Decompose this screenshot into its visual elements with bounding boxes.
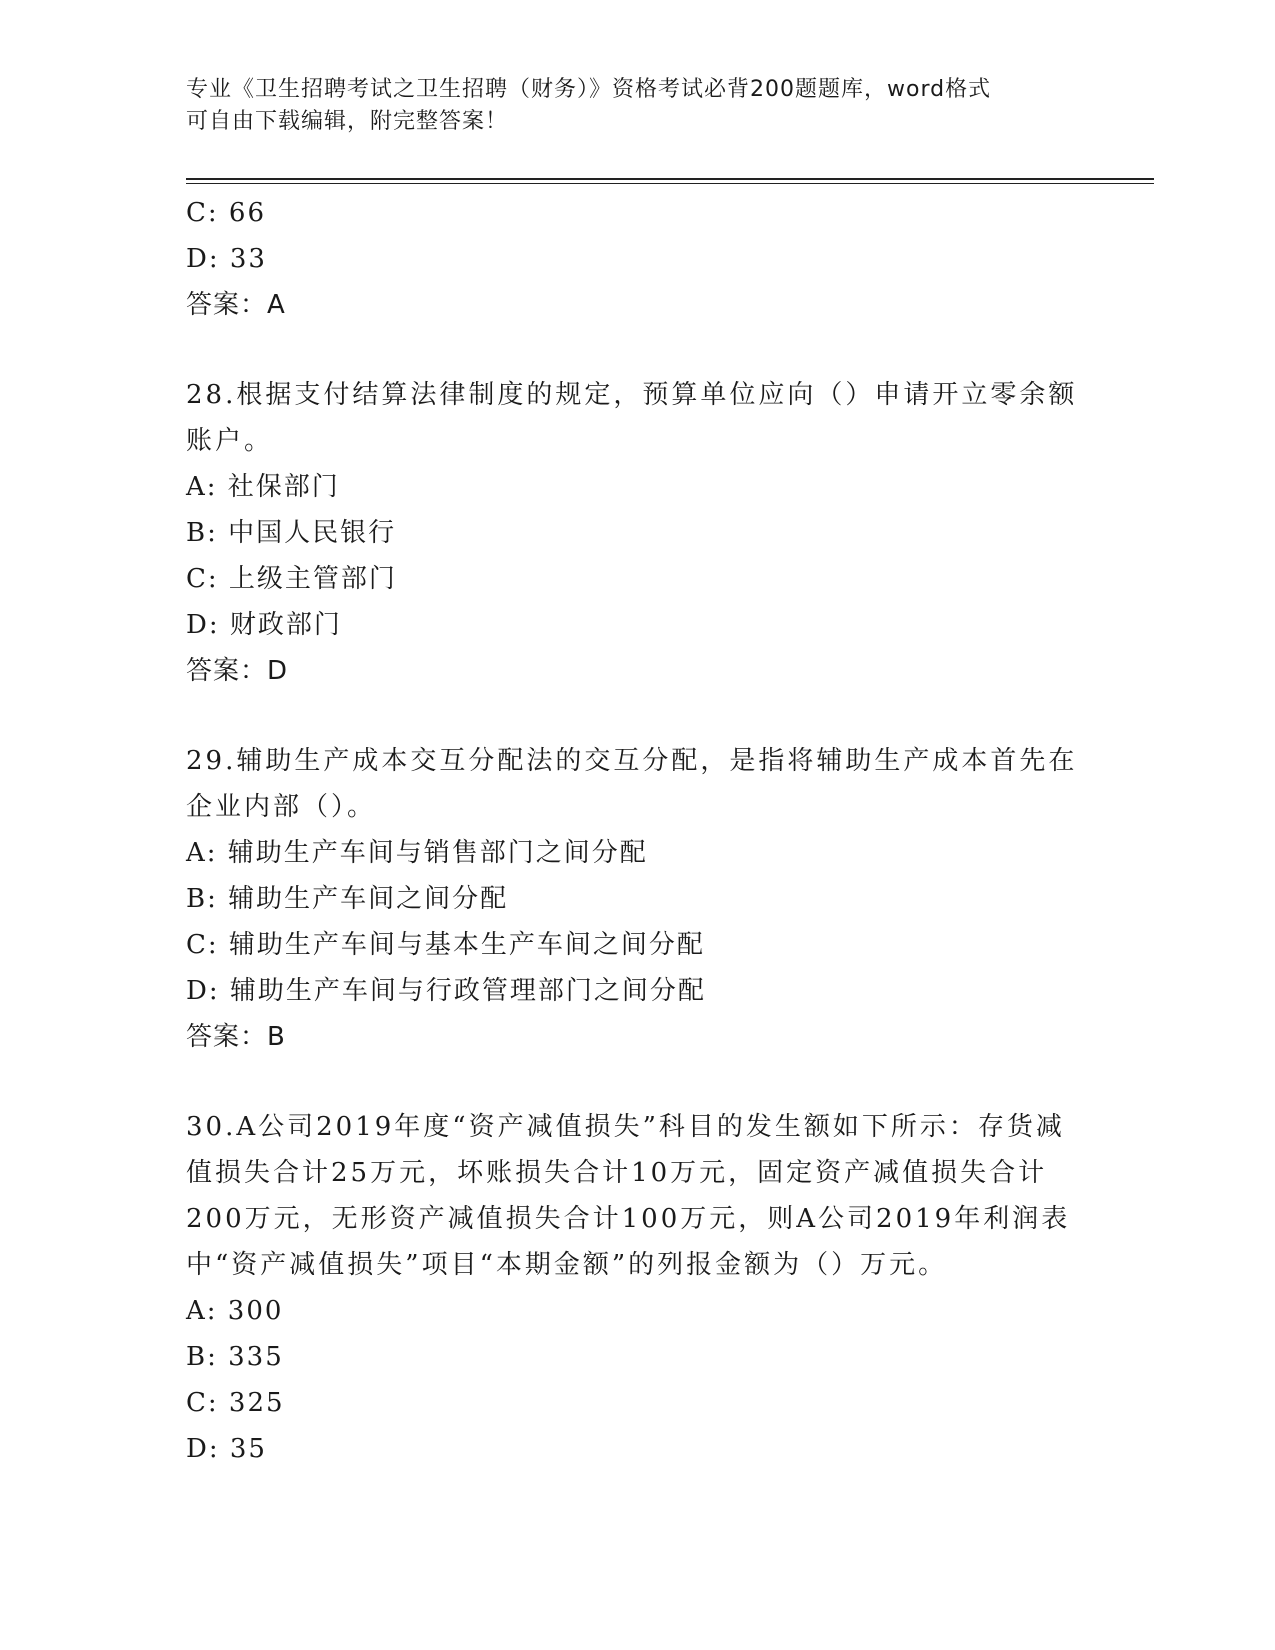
- option-c: C: 325: [186, 1388, 285, 1418]
- header-divider-thick: [186, 178, 1154, 180]
- option-c: C: 66: [186, 198, 267, 228]
- header-title-line-2: 可自由下载编辑，附完整答案！: [186, 109, 509, 134]
- option-b: B: 335: [186, 1342, 284, 1372]
- option-b: B: 辅助生产车间之间分配: [186, 884, 509, 914]
- answer-label: 答案：A: [186, 290, 286, 320]
- document-header: [186, 74, 1086, 138]
- option-d: D: 财政部门: [186, 610, 342, 640]
- spacer: [186, 694, 1086, 738]
- answer-label: 答案：B: [186, 1022, 286, 1052]
- question-28: [186, 372, 1086, 694]
- question-list: [186, 190, 1086, 1472]
- header-title-line-1: 专业《卫生招聘考试之卫生招聘（财务）》资格考试必背200题题库，word格式: [186, 77, 992, 102]
- option-d: D: 35: [186, 1434, 267, 1464]
- option-c: C: 辅助生产车间与基本生产车间之间分配: [186, 930, 705, 960]
- header-divider-thin: [186, 183, 1154, 184]
- question-stem-line: 账户。: [186, 426, 274, 456]
- spacer: [186, 328, 1086, 372]
- option-a: A: 社保部门: [186, 472, 340, 502]
- question-stem-line: 企业内部（）。: [186, 792, 377, 822]
- question-30: [186, 1104, 1086, 1472]
- question-stem-line: 中“资产减值损失”项目“本期金额”的列报金额为（）万元。: [186, 1250, 948, 1280]
- option-b: B: 中国人民银行: [186, 518, 397, 548]
- option-d: D: 33: [186, 244, 267, 274]
- question-29: [186, 738, 1086, 1060]
- question-stem-line: 30.A公司2019年度“资产减值损失”科目的发生额如下所示：存货减: [186, 1112, 1065, 1142]
- option-c: C: 上级主管部门: [186, 564, 397, 594]
- answer-label: 答案：D: [186, 656, 289, 686]
- spacer: [186, 1060, 1086, 1104]
- option-d: D: 辅助生产车间与行政管理部门之间分配: [186, 976, 706, 1006]
- question-stem-line: 28.根据支付结算法律制度的规定，预算单位应向（）申请开立零余额: [186, 380, 1078, 410]
- question-27-tail: [186, 190, 1086, 328]
- question-stem-line: 值损失合计25万元，坏账损失合计10万元，固定资产减值损失合计: [186, 1158, 1048, 1188]
- question-stem-line: 29.辅助生产成本交互分配法的交互分配，是指将辅助生产成本首先在: [186, 746, 1078, 776]
- question-stem-line: 200万元，无形资产减值损失合计100万元，则A公司2019年利润表: [186, 1204, 1071, 1234]
- option-a: A: 辅助生产车间与销售部门之间分配: [186, 838, 648, 868]
- option-a: A: 300: [186, 1296, 284, 1326]
